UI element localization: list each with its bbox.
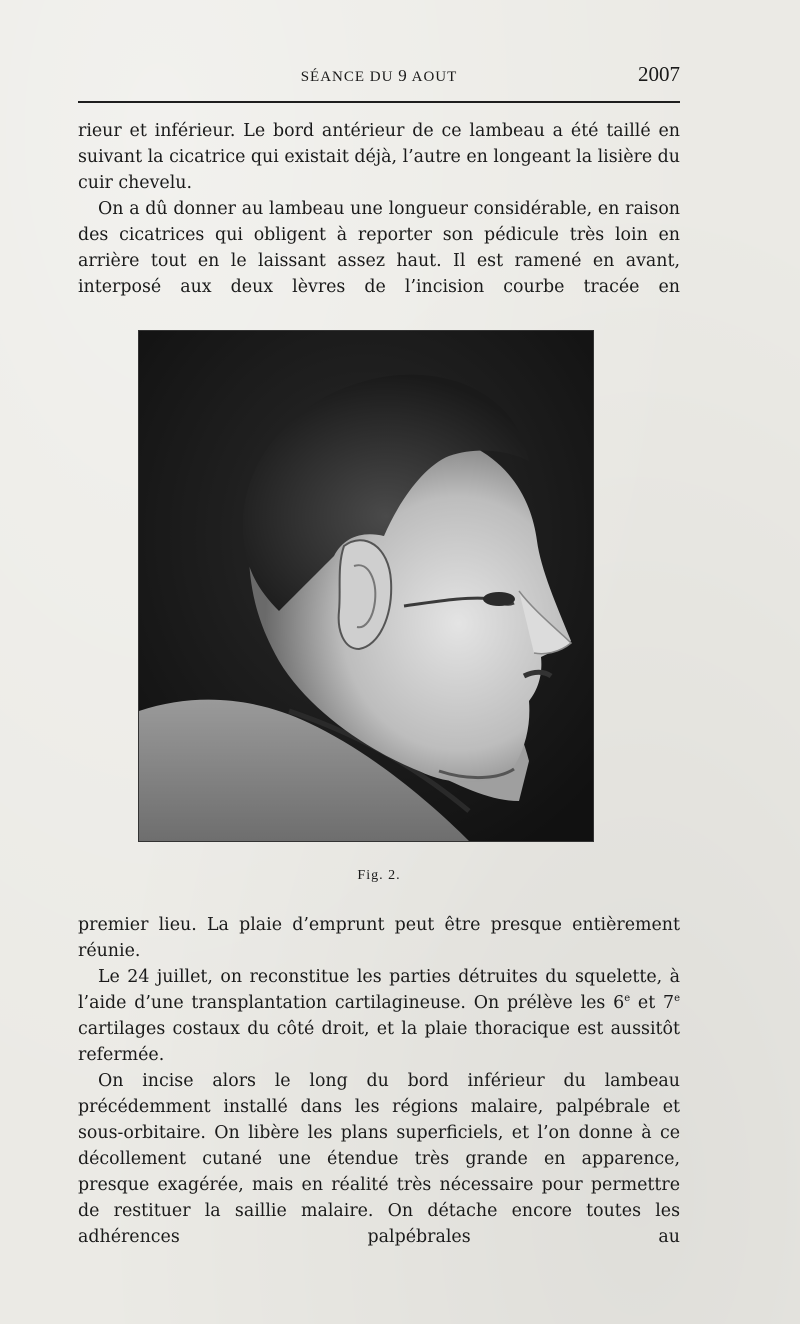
- text-block-bottom: [78, 912, 680, 1250]
- paragraph: On a dû donner au lambeau une longueur considérable, en raison des cicatrices qui obligent à reporter son pédicule très loin en arrière tout en le laissant assez haut. Il est ramené en avant, interposé aux deux lèvres de l’incision courbe tracée en: [78, 199, 680, 297]
- paragraph: [78, 964, 680, 1068]
- paragraph-part: cartilages costaux du côté droit, et la plaie thoracique est aussitôt refermée.: [78, 1019, 680, 1065]
- paragraph-part: Le 24 juillet, on reconstitue les parties détruites du squelette, à l’aide d’une transplantation cartilagineuse. On prélève les 6: [78, 967, 680, 1013]
- header-rule: [78, 101, 680, 103]
- paragraph: On incise alors le long du bord inférieur du lambeau précédemment installé dans les régions malaire, palpébrale et sous-orbitaire. On libère les plans superficiels, et l’on donne à ce décollement cutané une étendue très grande en apparence, presque exagérée, mais en réalité très nécessaire pour permettre de restituer la saillie malaire. On détache encore toutes les adhérences palpébrales au: [78, 1071, 680, 1247]
- paragraph: rieur et inférieur. Le bord antérieur de ce lambeau a été taillé en suivant la cicatrice qui existait déjà, l’autre en longeant la lisière du cuir chevelu.: [78, 121, 680, 193]
- figure-caption: Fig. 2.: [357, 868, 401, 883]
- figure-photograph: [138, 330, 594, 842]
- running-head: [78, 66, 680, 86]
- paragraph: premier lieu. La plaie d’emprunt peut être presque entièrement réunie.: [78, 915, 680, 961]
- running-head-part1: SÉANCE DU: [300, 69, 399, 85]
- portrait-photo: [139, 331, 593, 841]
- page-number: 2007: [638, 62, 680, 86]
- paragraph-part: et 7: [630, 993, 675, 1013]
- running-head-number: 9: [398, 66, 408, 85]
- superscript: e: [624, 993, 631, 1005]
- page-header: [78, 62, 680, 90]
- superscript: e: [674, 993, 681, 1005]
- text-block-top: [78, 118, 680, 300]
- running-head-part2: AOUT: [407, 69, 458, 85]
